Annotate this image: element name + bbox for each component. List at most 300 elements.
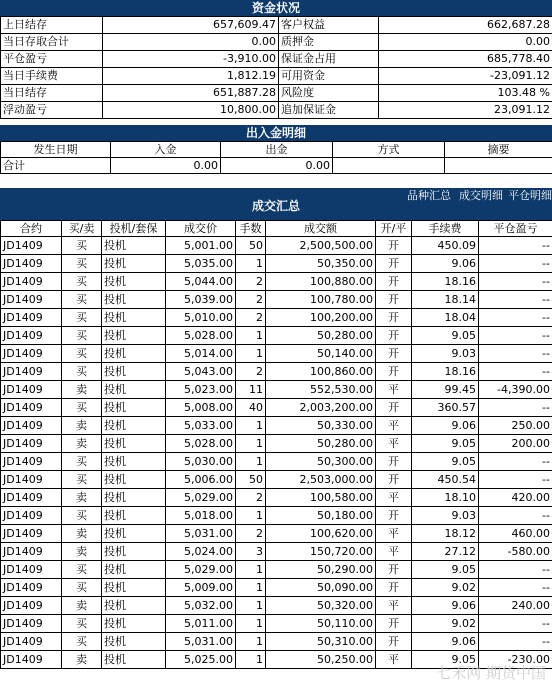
trade-amount: 2,500,500.00: [266, 237, 376, 255]
trade-side: 买: [62, 579, 102, 597]
fund-status-row: [1, 34, 552, 51]
deposit-header-row: [1, 142, 552, 158]
trade-contract: JD1409: [1, 543, 62, 561]
trade-amount: 50,180.00: [266, 507, 376, 525]
trade-fee: 9.02: [412, 615, 479, 633]
fund-status-row: [1, 85, 552, 102]
trade-contract: JD1409: [1, 633, 62, 651]
trade-amount: 50,280.00: [266, 327, 376, 345]
link-variety-summary[interactable]: 品种汇总: [407, 189, 451, 202]
trade-open-close: 开: [376, 579, 412, 597]
trade-amount: 50,300.00: [266, 453, 376, 471]
trade-price: 5,043.00: [166, 363, 236, 381]
trade-price: 5,001.00: [166, 237, 236, 255]
table-row: [1, 237, 552, 255]
trade-hedge: 投机: [102, 453, 166, 471]
fund-value: 1,812.19: [103, 68, 279, 85]
trade-fee: 9.05: [412, 435, 479, 453]
trade-side: 买: [62, 471, 102, 489]
deposit-total-row: [1, 158, 552, 174]
table-row: [1, 633, 552, 651]
fund-label: 保证金占用: [279, 51, 379, 68]
trade-contract: JD1409: [1, 291, 62, 309]
trade-fee: 9.05: [412, 561, 479, 579]
deposit-total-summary: [445, 158, 552, 174]
deposit-header-summary: 摘要: [445, 142, 552, 158]
trade-summary-header: [0, 188, 552, 220]
fund-label: 质押金: [279, 34, 379, 51]
trade-contract: JD1409: [1, 489, 62, 507]
trade-contract: JD1409: [1, 561, 62, 579]
trade-lots: 2: [236, 363, 266, 381]
trade-fee: 18.14: [412, 291, 479, 309]
trade-lots: 1: [236, 255, 266, 273]
trade-open-close: 平: [376, 597, 412, 615]
trade-contract: JD1409: [1, 363, 62, 381]
trade-lots: 40: [236, 399, 266, 417]
trade-amount: 100,620.00: [266, 525, 376, 543]
table-row: [1, 507, 552, 525]
trade-open-close: 平: [376, 525, 412, 543]
trade-header-fee: 手续费: [412, 221, 479, 237]
trade-open-close: 平: [376, 435, 412, 453]
fund-status-row: [1, 102, 552, 119]
trade-hedge: 投机: [102, 399, 166, 417]
trade-price: 5,025.00: [166, 651, 236, 669]
trade-hedge: 投机: [102, 291, 166, 309]
trade-open-close: 开: [376, 363, 412, 381]
trade-fee: 9.06: [412, 417, 479, 435]
trade-amount: 150,720.00: [266, 543, 376, 561]
fund-value: 10,800.00: [103, 102, 279, 119]
trade-header-price: 成交价: [166, 221, 236, 237]
trade-contract: JD1409: [1, 579, 62, 597]
trade-summary-table: [0, 220, 552, 669]
trade-hedge: 投机: [102, 471, 166, 489]
trade-fee: 9.02: [412, 579, 479, 597]
deposit-detail-table: [0, 141, 552, 174]
trade-open-close: 开: [376, 345, 412, 363]
deposit-total-in: 0.00: [111, 158, 221, 174]
trade-pnl: 240.00: [479, 597, 552, 615]
fund-label: 浮动盈亏: [1, 102, 103, 119]
trade-price: 5,029.00: [166, 489, 236, 507]
table-row: [1, 345, 552, 363]
trade-fee: 9.03: [412, 507, 479, 525]
watermark: 七禾网 期货中国: [436, 664, 546, 682]
trade-hedge: 投机: [102, 381, 166, 399]
trade-header-row: [1, 221, 552, 237]
trade-amount: 552,530.00: [266, 381, 376, 399]
trade-amount: 50,280.00: [266, 435, 376, 453]
trade-amount: 50,320.00: [266, 597, 376, 615]
trade-price: 5,033.00: [166, 417, 236, 435]
trade-open-close: 开: [376, 255, 412, 273]
trade-amount: 50,350.00: [266, 255, 376, 273]
trade-fee: 9.06: [412, 255, 479, 273]
trade-header-hedge: 投机/套保: [102, 221, 166, 237]
trade-lots: 11: [236, 381, 266, 399]
trade-lots: 1: [236, 327, 266, 345]
trade-price: 5,031.00: [166, 525, 236, 543]
trade-fee: 99.45: [412, 381, 479, 399]
trade-hedge: 投机: [102, 615, 166, 633]
trade-price: 5,024.00: [166, 543, 236, 561]
trade-pnl: --: [479, 579, 552, 597]
trade-pnl: 420.00: [479, 489, 552, 507]
trade-amount: 50,090.00: [266, 579, 376, 597]
trade-pnl: --: [479, 345, 552, 363]
trade-pnl: --: [479, 327, 552, 345]
table-row: [1, 381, 552, 399]
trade-open-close: 开: [376, 453, 412, 471]
trade-hedge: 投机: [102, 363, 166, 381]
link-trade-detail[interactable]: 成交明细: [459, 189, 503, 202]
fund-value: 0.00: [379, 34, 552, 51]
trade-hedge: 投机: [102, 597, 166, 615]
trade-pnl: --: [479, 453, 552, 471]
trade-contract: JD1409: [1, 237, 62, 255]
trade-lots: 1: [236, 435, 266, 453]
deposit-total-method: [333, 158, 445, 174]
trade-price: 5,035.00: [166, 255, 236, 273]
trade-open-close: 开: [376, 507, 412, 525]
table-row: [1, 615, 552, 633]
trade-open-close: 开: [376, 309, 412, 327]
trade-hedge: 投机: [102, 633, 166, 651]
trade-open-close: 平: [376, 651, 412, 669]
trade-price: 5,028.00: [166, 435, 236, 453]
trade-contract: JD1409: [1, 417, 62, 435]
trade-price: 5,009.00: [166, 579, 236, 597]
trade-fee: 450.54: [412, 471, 479, 489]
trade-pnl: --: [479, 291, 552, 309]
trade-amount: 100,780.00: [266, 291, 376, 309]
trade-contract: JD1409: [1, 453, 62, 471]
trade-amount: 50,290.00: [266, 561, 376, 579]
fund-status-row: [1, 17, 552, 34]
trade-fee: 27.12: [412, 543, 479, 561]
fund-status-title: 资金状况: [0, 0, 552, 16]
deposit-detail-title: 出入金明细: [0, 125, 552, 141]
table-row: [1, 399, 552, 417]
trade-amount: 100,860.00: [266, 363, 376, 381]
trade-pnl: --: [479, 507, 552, 525]
fund-value: -3,910.00: [103, 51, 279, 68]
deposit-header-method: 方式: [333, 142, 445, 158]
table-row: [1, 453, 552, 471]
trade-open-close: 开: [376, 561, 412, 579]
trade-side: 买: [62, 507, 102, 525]
trade-price: 5,028.00: [166, 327, 236, 345]
trade-header-amount: 成交额: [266, 221, 376, 237]
trade-open-close: 平: [376, 417, 412, 435]
trade-header-open-close: 开/平: [376, 221, 412, 237]
trade-pnl: --: [479, 273, 552, 291]
trade-open-close: 平: [376, 489, 412, 507]
trade-fee: 9.06: [412, 633, 479, 651]
trade-contract: JD1409: [1, 597, 62, 615]
trade-fee: 9.06: [412, 597, 479, 615]
trade-pnl: --: [479, 615, 552, 633]
trade-side: 买: [62, 561, 102, 579]
trade-summary-title: 成交汇总: [251, 199, 300, 213]
trade-fee: 18.12: [412, 525, 479, 543]
trade-side: 卖: [62, 543, 102, 561]
trade-lots: 1: [236, 561, 266, 579]
trade-lots: 3: [236, 543, 266, 561]
trade-lots: 2: [236, 291, 266, 309]
trade-pnl: 200.00: [479, 435, 552, 453]
deposit-header-out: 出金: [221, 142, 333, 158]
trade-hedge: 投机: [102, 309, 166, 327]
trade-open-close: 开: [376, 399, 412, 417]
trade-contract: JD1409: [1, 381, 62, 399]
trade-lots: 1: [236, 633, 266, 651]
fund-label: 可用资金: [279, 68, 379, 85]
trade-pnl: -230.00: [479, 651, 552, 669]
trade-fee: 9.05: [412, 327, 479, 345]
trade-price: 5,008.00: [166, 399, 236, 417]
trade-amount: 2,003,200.00: [266, 399, 376, 417]
trade-lots: 2: [236, 273, 266, 291]
trade-price: 5,023.00: [166, 381, 236, 399]
trade-side: 卖: [62, 597, 102, 615]
trade-lots: 50: [236, 471, 266, 489]
trade-price: 5,011.00: [166, 615, 236, 633]
trade-side: 买: [62, 309, 102, 327]
trade-lots: 2: [236, 525, 266, 543]
trade-lots: 1: [236, 597, 266, 615]
trade-side: 买: [62, 273, 102, 291]
trade-hedge: 投机: [102, 345, 166, 363]
trade-lots: 1: [236, 345, 266, 363]
table-row: [1, 417, 552, 435]
trade-side: 卖: [62, 489, 102, 507]
trade-contract: JD1409: [1, 255, 62, 273]
fund-label: 客户权益: [279, 17, 379, 34]
fund-label: 平仓盈亏: [1, 51, 103, 68]
trade-contract: JD1409: [1, 525, 62, 543]
fund-label: 上日结存: [1, 17, 103, 34]
table-row: [1, 273, 552, 291]
trade-open-close: 开: [376, 327, 412, 345]
fund-label: 追加保证金: [279, 102, 379, 119]
deposit-total-out: 0.00: [221, 158, 333, 174]
trade-price: 5,030.00: [166, 453, 236, 471]
trade-contract: JD1409: [1, 507, 62, 525]
trade-contract: JD1409: [1, 345, 62, 363]
trade-pnl: -580.00: [479, 543, 552, 561]
trade-side: 卖: [62, 525, 102, 543]
fund-status-table: [0, 16, 552, 119]
trade-open-close: 平: [376, 381, 412, 399]
fund-value: -23,091.12: [379, 68, 552, 85]
trade-contract: JD1409: [1, 327, 62, 345]
trade-price: 5,029.00: [166, 561, 236, 579]
trade-amount: 50,310.00: [266, 633, 376, 651]
deposit-header-date: 发生日期: [1, 142, 111, 158]
trade-side: 卖: [62, 651, 102, 669]
trade-open-close: 开: [376, 273, 412, 291]
trade-side: 卖: [62, 435, 102, 453]
trade-pnl: --: [479, 561, 552, 579]
table-row: [1, 255, 552, 273]
trade-contract: JD1409: [1, 471, 62, 489]
trade-amount: 50,140.00: [266, 345, 376, 363]
trade-side: 买: [62, 453, 102, 471]
table-row: [1, 525, 552, 543]
trade-header-lots: 手数: [236, 221, 266, 237]
trade-open-close: 开: [376, 291, 412, 309]
trade-price: 5,031.00: [166, 633, 236, 651]
table-row: [1, 309, 552, 327]
trade-hedge: 投机: [102, 561, 166, 579]
link-close-detail[interactable]: 平仓明细: [508, 189, 552, 202]
table-row: [1, 489, 552, 507]
trade-price: 5,044.00: [166, 273, 236, 291]
trade-pnl: -4,390.00: [479, 381, 552, 399]
trade-fee: 18.16: [412, 363, 479, 381]
trade-side: 买: [62, 327, 102, 345]
trade-fee: 9.05: [412, 453, 479, 471]
trade-side: 卖: [62, 381, 102, 399]
deposit-total-label: 合计: [1, 158, 111, 174]
trade-lots: 50: [236, 237, 266, 255]
trade-contract: JD1409: [1, 615, 62, 633]
trade-open-close: 开: [376, 237, 412, 255]
trade-pnl: --: [479, 237, 552, 255]
trade-amount: 50,250.00: [266, 651, 376, 669]
trade-header-pnl: 平仓盈亏: [479, 221, 552, 237]
trade-pnl: --: [479, 309, 552, 327]
trade-lots: 1: [236, 507, 266, 525]
trade-pnl: --: [479, 633, 552, 651]
trade-contract: JD1409: [1, 651, 62, 669]
trade-price: 5,032.00: [166, 597, 236, 615]
trade-side: 买: [62, 615, 102, 633]
trade-side: 买: [62, 237, 102, 255]
trade-lots: 1: [236, 615, 266, 633]
trade-open-close: 开: [376, 471, 412, 489]
fund-label: 当日存取合计: [1, 34, 103, 51]
trade-side: 买: [62, 633, 102, 651]
trade-contract: JD1409: [1, 273, 62, 291]
table-row: [1, 327, 552, 345]
trade-amount: 2,503,000.00: [266, 471, 376, 489]
fund-label: 风险度: [279, 85, 379, 102]
fund-label: 当日结存: [1, 85, 103, 102]
trade-lots: 2: [236, 489, 266, 507]
trade-side: 买: [62, 345, 102, 363]
trade-pnl: 460.00: [479, 525, 552, 543]
trade-amount: 100,880.00: [266, 273, 376, 291]
trade-hedge: 投机: [102, 255, 166, 273]
trade-fee: 9.03: [412, 345, 479, 363]
fund-status-row: [1, 51, 552, 68]
table-row: [1, 597, 552, 615]
trade-fee: 450.09: [412, 237, 479, 255]
trade-fee: 9.05: [412, 651, 479, 669]
trade-hedge: 投机: [102, 327, 166, 345]
trade-contract: JD1409: [1, 435, 62, 453]
trade-lots: 2: [236, 309, 266, 327]
trade-fee: 18.04: [412, 309, 479, 327]
trade-fee: 18.16: [412, 273, 479, 291]
trade-header-contract: 合约: [1, 221, 62, 237]
trade-hedge: 投机: [102, 525, 166, 543]
trade-lots: 1: [236, 417, 266, 435]
trade-side: 买: [62, 399, 102, 417]
trade-pnl: --: [479, 363, 552, 381]
fund-value: 103.48 %: [379, 85, 552, 102]
trade-amount: 100,200.00: [266, 309, 376, 327]
trade-hedge: 投机: [102, 435, 166, 453]
trade-lots: 1: [236, 579, 266, 597]
trade-side: 买: [62, 255, 102, 273]
trade-price: 5,014.00: [166, 345, 236, 363]
trade-open-close: 开: [376, 633, 412, 651]
trade-lots: 1: [236, 453, 266, 471]
trade-price: 5,006.00: [166, 471, 236, 489]
trade-open-close: 平: [376, 543, 412, 561]
trade-hedge: 投机: [102, 579, 166, 597]
table-row: [1, 363, 552, 381]
trade-hedge: 投机: [102, 417, 166, 435]
trade-amount: 100,580.00: [266, 489, 376, 507]
trade-contract: JD1409: [1, 309, 62, 327]
trade-side: 买: [62, 291, 102, 309]
trade-hedge: 投机: [102, 651, 166, 669]
fund-value: 662,687.28: [379, 17, 552, 34]
trade-hedge: 投机: [102, 237, 166, 255]
trade-price: 5,010.00: [166, 309, 236, 327]
table-row: [1, 543, 552, 561]
trade-fee: 360.57: [412, 399, 479, 417]
table-row: [1, 291, 552, 309]
table-row: [1, 579, 552, 597]
trade-side: 买: [62, 363, 102, 381]
fund-value: 23,091.12: [379, 102, 552, 119]
fund-value: 0.00: [103, 34, 279, 51]
trade-pnl: --: [479, 255, 552, 273]
trade-price: 5,039.00: [166, 291, 236, 309]
fund-value: 651,887.28: [103, 85, 279, 102]
trade-hedge: 投机: [102, 273, 166, 291]
table-row: [1, 561, 552, 579]
trade-amount: 50,330.00: [266, 417, 376, 435]
fund-value: 657,609.47: [103, 17, 279, 34]
trade-pnl: --: [479, 399, 552, 417]
trade-contract: JD1409: [1, 399, 62, 417]
table-row: [1, 435, 552, 453]
fund-status-row: [1, 68, 552, 85]
table-row: [1, 471, 552, 489]
trade-price: 5,018.00: [166, 507, 236, 525]
deposit-header-in: 入金: [111, 142, 221, 158]
trade-fee: 18.10: [412, 489, 479, 507]
trade-pnl: 250.00: [479, 417, 552, 435]
trade-open-close: 开: [376, 615, 412, 633]
trade-amount: 50,110.00: [266, 615, 376, 633]
trade-pnl: --: [479, 471, 552, 489]
trade-hedge: 投机: [102, 507, 166, 525]
trade-side: 卖: [62, 417, 102, 435]
fund-value: 685,778.40: [379, 51, 552, 68]
trade-hedge: 投机: [102, 543, 166, 561]
fund-label: 当日手续费: [1, 68, 103, 85]
trade-header-side: 买/卖: [62, 221, 102, 237]
